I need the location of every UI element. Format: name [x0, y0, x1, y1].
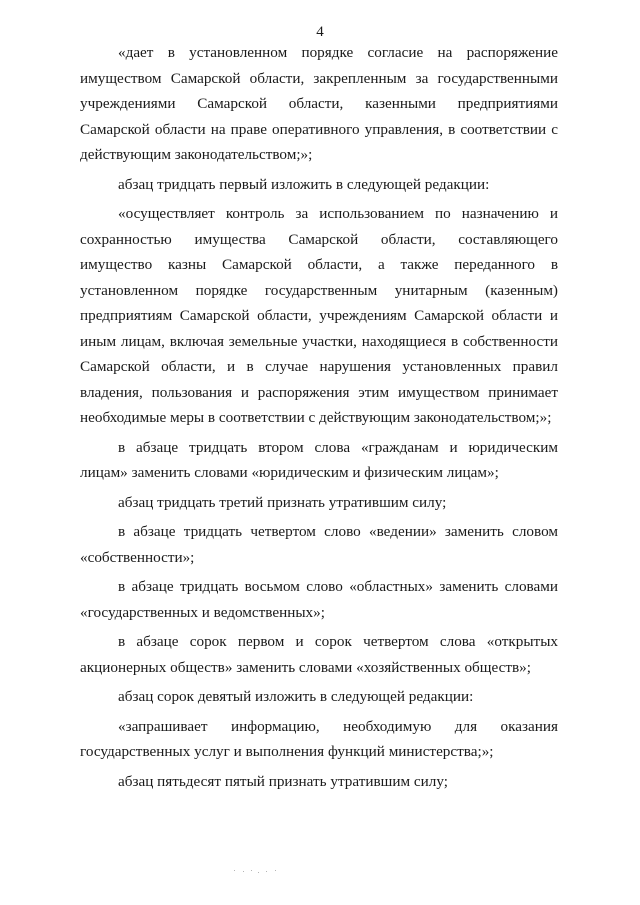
paragraph-amend-41-44: в абзаце сорок первом и сорок четвертом слова «открытых акционерных обществ» заменить словами «хозяйственных обществ»; — [80, 633, 558, 676]
paragraph-repeal-33: абзац тридцать третий признать утратившим силу; — [118, 493, 447, 511]
page-number: 4 — [316, 24, 324, 40]
paragraph-control-property: «осуществляет контроль за использованием по назначению и сохранностью имущества Самарской области, составляющего имущество казны Самарской области, а также переданного в установленном порядке государственным унитарным (казенным) предприятиям Самарской области, учреждениям Самарской области и иным лицам, включая земельные участки, находящиеся в собственности Самарской области, и в случае нарушения установленных правил владения, пользования и распоряжения этим имуществом принимает необходимые меры в соответствии с действующим законодательством;»; — [80, 205, 558, 426]
paragraph-amend-31: абзац тридцать первый изложить в следующей редакции: — [118, 175, 490, 193]
paragraph-request-info: «запрашивает информацию, необходимую для оказания государственных услуг и выполнения функций министерства;»; — [80, 717, 558, 760]
paragraph-repeal-55: абзац пятьдесят пятый признать утратившим силу; — [118, 772, 448, 790]
paragraph-amend-38: в абзаце тридцать восьмом слово «областных» заменить словами «государственных и ведомственных»; — [80, 578, 558, 621]
paragraph-amend-49: абзац сорок девятый изложить в следующей редакции: — [118, 688, 474, 705]
paragraph-amend-32: в абзаце тридцать втором слова «гражданам и юридическим лицам» заменить словами «юридическим и физическим лицам»; — [80, 438, 558, 481]
scan-specks — [232, 868, 282, 874]
paragraph-amend-34: в абзаце тридцать четвертом слово «ведении» заменить словом «собственности»; — [80, 523, 558, 566]
paragraph-consent-disposal: «дает в установленном порядке согласие на распоряжение имуществом Самарской области, закрепленным за государственными учреждениями Самарской области, казенными предприятиями Самарской области на праве оперативного управления, в соответствии с действующим законодательством;»; — [80, 44, 558, 163]
document-body — [80, 40, 558, 798]
